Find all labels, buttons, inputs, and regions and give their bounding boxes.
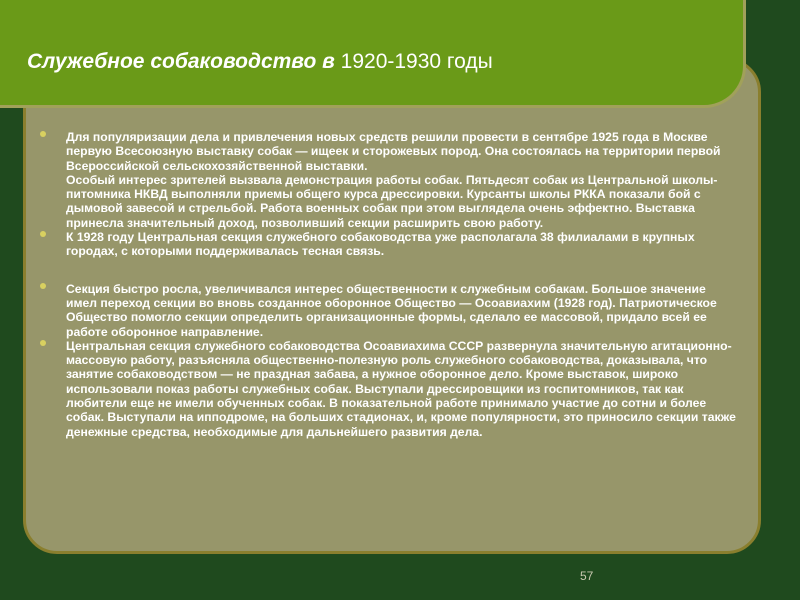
title-years: 1920-1930 годы <box>340 50 493 73</box>
title-italic: Служебное собаководство в <box>27 50 335 73</box>
list-item <box>40 339 740 439</box>
bullet-text-continued: Особый интерес зрителей вызвала демонстрация работы собак. Пятьдесят собак из Центральной школы-питомника НКВД выполняли приемы общего курса дрессировки. Курсанты школы РККА показали бой с дымовой завесой и стрельбой. Работа военных собак при этом выглядела очень эффектно. Выставка принесла значительный доход, позволивший секции расширить свою работу. <box>66 172 718 230</box>
page-number: 57 <box>580 569 594 583</box>
list-item <box>40 130 740 230</box>
list-item <box>40 230 740 259</box>
slide-title <box>27 50 493 74</box>
title-bar <box>0 0 746 108</box>
bullet-list <box>40 130 740 439</box>
bullet-icon <box>40 283 46 289</box>
list-item <box>40 282 740 339</box>
bullet-text: Центральная секция служебного собаководства Осоавиахима СССР развернула значительную агитационно-массовую работу, разъясняла общественно-полезную роль служебного собаководства, доказывала, что занятие собаководством — не праздная забава, а нужное оборонное дело. Кроме выставок, широко использовали показ работы служебных собак. Выступали дрессировщики из госпитомников, так как любители еще не имели обученных собак. В показательной работе принимало участие до сотни и более собак. Выступали на ипподроме, на больших стадионах, и, кроме популярности, это приносило секции также денежные средства, необходимые для дальнейшего развития дела. <box>66 338 736 439</box>
bullet-text: К 1928 году Центральная секция служебного собаководства уже располагала 38 филиалами в крупных городах, с которыми поддерживалась тесная связь. <box>66 230 695 259</box>
bullet-text: Для популяризации дела и привлечения новых средств решили провести в сентябре 1925 года в Москве первую Всесоюзную выставку собак — ищеек и сторожевых пород. Она состоялась на территории первой Всероссийской сельскохозяйственной выставки. <box>66 130 721 173</box>
bullet-text: Секция быстро росла, увеличивался интерес общественности к служебным собакам. Большое значение имел переход секции во вновь созданное оборонное Общество — Осоавиахим (1928 год). Патриотическое Общество помогло секции определить организационные формы, сделало ее массовой, придало всей ее работе оборонное направление. <box>66 281 717 339</box>
bullet-icon <box>40 231 46 237</box>
bullet-icon <box>40 131 46 137</box>
bullet-icon <box>40 340 46 346</box>
